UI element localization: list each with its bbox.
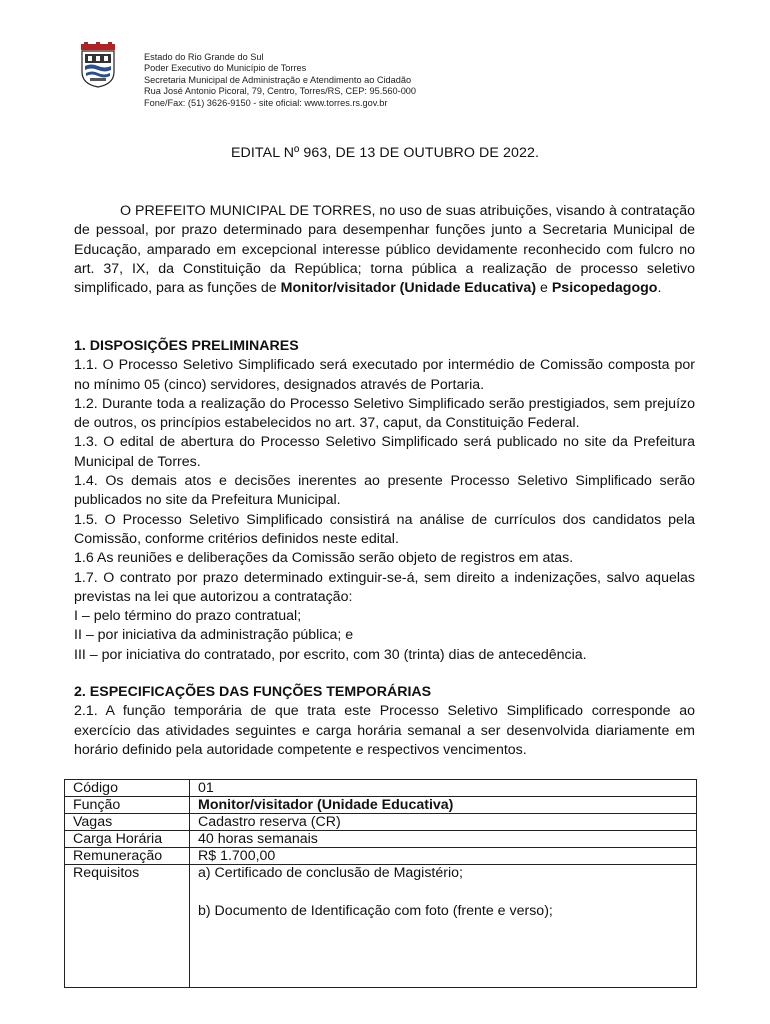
- section-1: [74, 337, 695, 665]
- preamble-role-psicopedagogo: Psicopedagogo: [551, 280, 658, 297]
- row-value-carga-horaria: 40 horas semanais: [190, 831, 697, 848]
- row-label-remuneracao: Remuneração: [65, 848, 190, 865]
- requisito-b: b) Documento de Identificação com foto (frente e verso);: [198, 903, 553, 919]
- requisito-a: a) Certificado de conclusão de Magistério;: [198, 865, 463, 881]
- row-label-carga-horaria: Carga Horária: [65, 831, 190, 848]
- section-2-heading: 2. ESPECIFICAÇÕES DAS FUNÇÕES TEMPORÁRIAS: [74, 684, 432, 700]
- item-1-4: 1.4. Os demais atos e decisões inerentes ao presente Processo Seletivo Simplificado serão publicados no site da Prefeitura Municipal.: [74, 473, 695, 509]
- row-value-remuneracao: R$ 1.700,00: [190, 848, 697, 865]
- table-row: [65, 848, 697, 865]
- section-1-heading: 1. DISPOSIÇÕES PRELIMINARES: [74, 338, 299, 354]
- item-1-6: 1.6 As reuniões e deliberações da Comissão serão objeto de registros em atas.: [74, 550, 574, 567]
- table-row: [65, 780, 697, 797]
- row-label-vagas: Vagas: [65, 814, 190, 831]
- preamble-text: O PREFEITO MUNICIPAL DE TORRES, no uso de suas atribuições, visando à contratação de pessoal, por prazo determinado para desempenhar funções junto a Secretaria Municipal de Educação, amparado em excepcional interesse público devidamente reconhecido com fulcro no art. 37, IX, da Constituição da República; torna pública a realização de processo seletivo simplificado, para as funções de: [74, 203, 695, 297]
- row-value-requisitos: [190, 865, 697, 988]
- row-value-vagas: Cadastro reserva (CR): [190, 814, 697, 831]
- item-2-1: 2.1. A função temporária de que trata este Processo Seletivo Simplificado corresponde ao exercício das atividades seguintes e carga horária semanal a ser desenvolvida diariamente em horário definido pela autoridade competente e respectivos vencimentos.: [74, 703, 695, 758]
- preamble-end: .: [657, 280, 662, 297]
- table-row: [65, 831, 697, 848]
- item-1-2: 1.2. Durante toda a realização do Processo Seletivo Simplificado serão prestigiados, sem prejuízo de outros, os princípios estabelecidos no art. 37, caput, da Constituição Federal.: [74, 395, 695, 432]
- row-value-funcao: [190, 797, 697, 814]
- item-1-5: 1.5. O Processo Seletivo Simplificado consistirá na análise de currículos dos candidatos pela Comissão, conforme critérios definidos neste edital.: [74, 511, 695, 547]
- letterhead-address: Rua José Antonio Picoral, 79, Centro, Torres/RS, CEP: 95.560-000: [144, 86, 417, 97]
- table-row: [65, 865, 697, 988]
- section-2: [74, 683, 695, 760]
- row-value-codigo: 01: [190, 780, 697, 797]
- item-1-7-ii: II – por iniciativa da administração pública; e: [74, 627, 354, 644]
- funcao-value-text: Monitor/visitador (Unidade Educativa): [198, 797, 454, 813]
- letterhead: [144, 52, 416, 109]
- row-label-funcao: Função: [65, 797, 190, 814]
- row-label-requisitos: Requisitos: [65, 865, 190, 988]
- preamble-paragraph: [74, 202, 695, 298]
- letterhead-state: Estado do Rio Grande do Sul: [144, 52, 264, 62]
- letterhead-executive: Poder Executivo do Município de Torres: [144, 63, 307, 74]
- item-1-3: 1.3. O edital de abertura do Processo Seletivo Simplificado será publicado no site da Prefeitura Municipal de Torres.: [74, 434, 695, 470]
- letterhead-secretariat: Secretaria Municipal de Administração e Atendimento ao Cidadão: [144, 74, 412, 85]
- item-1-7-iii: III – por iniciativa do contratado, por escrito, com 30 (trinta) dias de antecedência.: [74, 646, 587, 663]
- item-1-7-i: I – pelo término do prazo contratual;: [74, 608, 302, 625]
- item-1-1: 1.1. O Processo Seletivo Simplificado será executado por intermédio de Comissão composta por no mínimo 05 (cinco) servidores, designados através de Portaria.: [74, 357, 695, 393]
- preamble-conjunction: e: [540, 280, 548, 297]
- letterhead-contact: Fone/Fax: (51) 3626-9150 - site oficial: www.torres.rs.gov.br: [144, 97, 388, 108]
- municipal-crest-icon: [78, 42, 118, 88]
- table-row: [65, 814, 697, 831]
- edital-title: EDITAL Nº 963, DE 13 DE OUTUBRO DE 2022.: [230, 145, 539, 161]
- function-spec-table: [64, 779, 697, 988]
- row-label-codigo: Código: [65, 780, 190, 797]
- table-row: [65, 797, 697, 814]
- preamble-role-monitor: Monitor/visitador (Unidade Educativa): [280, 280, 537, 297]
- item-1-7: 1.7. O contrato por prazo determinado extinguir-se-á, sem direito a indenizações, salvo aquelas previstas na lei que autorizou a contratação:: [74, 569, 695, 605]
